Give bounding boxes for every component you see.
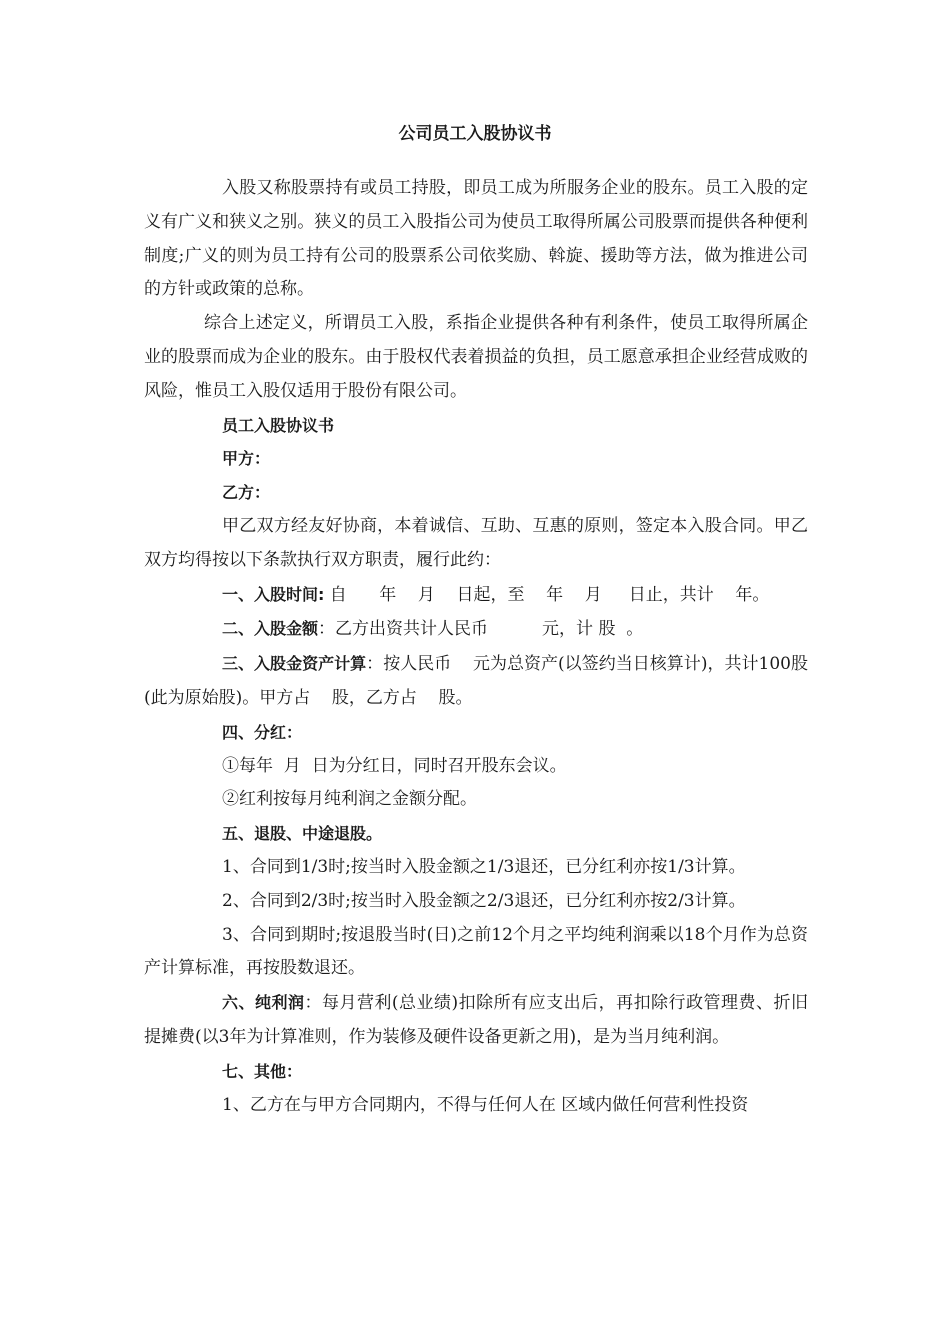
section-6-paragraph <box>144 986 808 1055</box>
section-4-item: ②红利按每月纯利润之金额分配。 <box>222 789 477 810</box>
section-3-text: ：按人民币 元为总资产(以签约当日核算计)，共计100股(此为原始股)。甲方占 股，乙方占 股。 <box>144 654 808 708</box>
section-4-heading: 四、分红： <box>222 722 303 742</box>
section-6-heading: 六、纯利润 <box>222 993 305 1013</box>
agreement-title: 员工入股协议书 <box>222 415 335 435</box>
document-body <box>144 172 808 1122</box>
section-7-item: 1、乙方在与甲方合同期内，不得与任何人在 区域内做任何营利性投资 <box>222 1094 749 1115</box>
section-2-paragraph <box>144 612 808 647</box>
section-1-paragraph <box>144 578 808 613</box>
section-5-heading: 五、退股、中途退股。 <box>222 824 383 844</box>
section-1-heading: 一、入股时间: <box>222 584 325 604</box>
party-b-label: 乙方： <box>222 483 271 503</box>
document-title: 公司员工入股协议书 <box>398 124 552 144</box>
section-5-item: 1、合同到1/3时;按当时入股金额之1/3退还，已分红利亦按1/3计算。 <box>222 856 746 877</box>
section-2-heading: 二、入股金额 <box>222 619 319 639</box>
party-a-label: 甲方： <box>222 449 271 469</box>
section-5-item: 2、合同到2/3时;按当时入股金额之2/3退还，已分红利亦按2/3计算。 <box>222 890 746 911</box>
section-5-item: 3、合同到期时;按退股当时(日)之前12个月之平均纯利润乘以18个月作为总资产计算标准，再按股数退还。 <box>144 924 808 979</box>
section-2-text: ：乙方出资共计人民币 元，计 股 。 <box>318 619 644 640</box>
section-4-item: ①每年 月 日为分红日，同时召开股东会议。 <box>222 755 567 776</box>
section-7-heading: 七、其他： <box>222 1061 303 1081</box>
section-1-text: 自 年 月 日起，至 年 月 日止，共计 年。 <box>324 584 770 605</box>
section-3-heading: 三、入股金资产计算 <box>222 654 367 674</box>
section-3-paragraph <box>144 647 808 716</box>
intro-paragraph-2: 综合上述定义，所谓员工入股，系指企业提供各种有利条件，使员工取得所属企业的股票而成为企业的股东。由于股权代表着损益的负担，员工愿意承担企业经营成败的风险，惟员工入股仅适用于股份有限公司。 <box>144 313 808 401</box>
intro-paragraph-1: 入股又称股票持有或员工持股，即员工成为所服务企业的股东。员工入股的定义有广义和狭义之别。狭义的员工入股指公司为使员工取得所属公司股票而提供各种便利制度;广义的则为员工持有公司的股票系公司依奖励、斡旋、援助等方法，做为推进公司的方针或政策的总称。 <box>144 178 808 300</box>
preamble-paragraph: 甲乙双方经友好协商，本着诚信、互助、互惠的原则，签定本入股合同。甲乙双方均得按以下条款执行双方职责，履行此约： <box>144 515 808 570</box>
section-6-text: ：每月营利(总业绩)扣除所有应支出后，再扣除行政管理费、折旧提摊费(以3年为计算准则，作为装修及硬件设备更新之用)，是为当月纯利润。 <box>144 993 808 1047</box>
